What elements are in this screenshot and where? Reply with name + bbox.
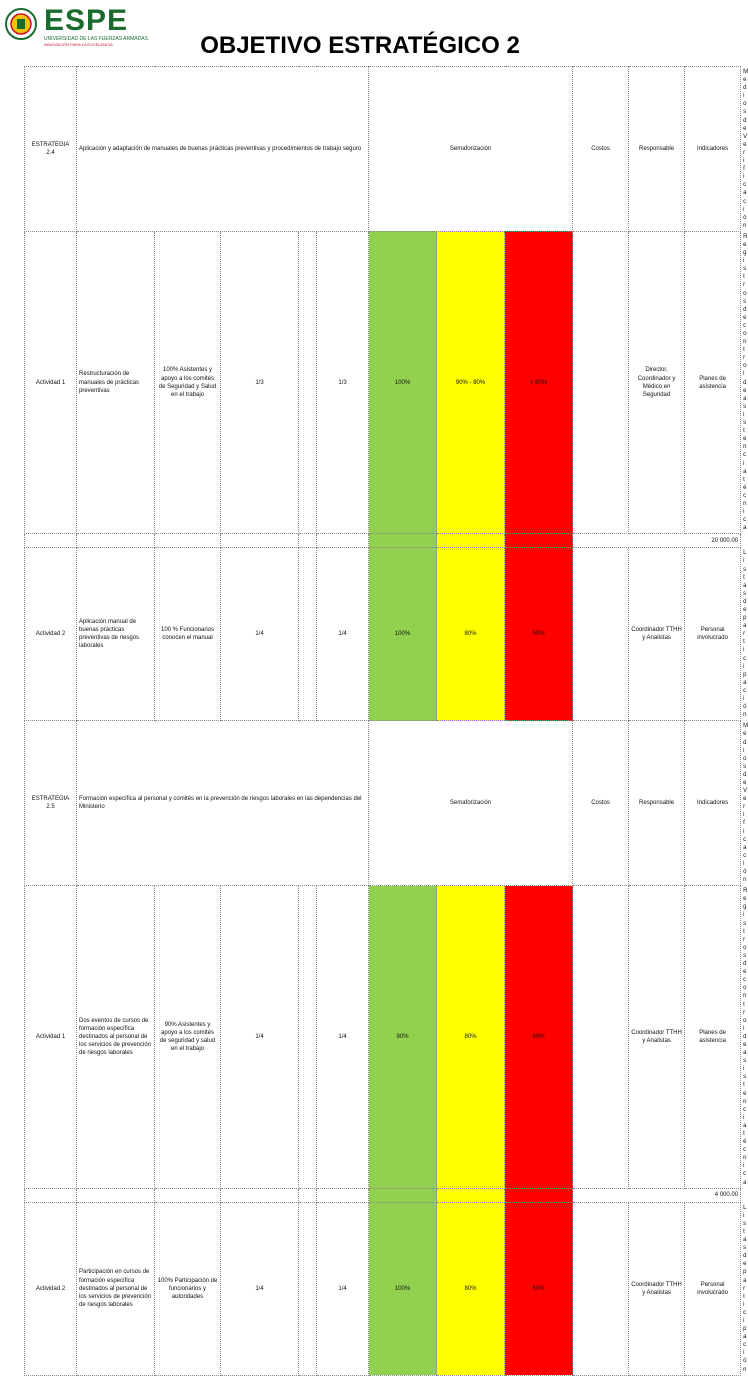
activity-meta: 100% Asistentes y apoyo a los comités de Seguridad y Salud en el trabajo: [155, 231, 221, 533]
quarter-value: 1/4: [317, 1202, 369, 1375]
semaforo-red: 50%: [505, 886, 573, 1188]
costos-header: Costos: [573, 67, 629, 232]
semaforo-green: 100%: [369, 1202, 437, 1375]
activity-description: Dos eventos de cursos de formación específica destinados al personal de los servicios de prevención de riesgos laborales: [77, 886, 155, 1188]
quarter-value: 1/4: [221, 548, 299, 721]
semaforo-green: 100%: [369, 231, 437, 533]
strategy-header-row: ESTRATEGIA 2.4 Aplicación y adaptación de manuales de buenas prácticas preventivas y procedimientos de trabajo seguro Semaforización Costos Responsable Indicadores Medios de Verificación: [25, 67, 741, 232]
indicador-cell: Personal involucrado: [685, 1202, 741, 1375]
table-row: Actividad 1 Restructuración de manuales de prácticas preventivas 100% Asistentes y apoyo a los comités de Seguridad y Salud en el trabajo 1/3 1/3 100% 90% - 80% < 80% Director, Coordinador y Médico en Seguridad Planes de asistencia Registros de control de asistencia técnica: [25, 231, 741, 533]
activity-label: Actividad 1: [25, 231, 77, 533]
strategy-label: ESTRATEGIA 2.5: [25, 721, 77, 886]
responsable-cell: Coordinador TTHH y Analistas: [629, 548, 685, 721]
cost-row: [25, 534, 741, 548]
strategy-header-row: ESTRATEGIA 2.5 Formación específica al personal y comités en la prevención de riesgos laborales en las dependencias del Ministerio Semaforización Costos Responsable Indicadores Medios de Verificación: [25, 721, 741, 886]
activity-description: Participación en cursos de formación específica destinados al personal de los servicios de prevención de riesgos laborales: [77, 1202, 155, 1375]
activity-description: Restructuración de manuales de prácticas preventivas: [77, 231, 155, 533]
indicador-cell: Planes de asistencia: [685, 231, 741, 533]
semaforo-red: 50%: [505, 548, 573, 721]
activity-meta: 100 % Funcionarios conocen el manual: [155, 548, 221, 721]
quarter-value: 1/3: [317, 231, 369, 533]
semaforizacion-header: Semaforización: [369, 721, 573, 886]
semaforo-yellow: 80%: [437, 886, 505, 1188]
semaforo-green: 100%: [369, 548, 437, 721]
activity-label: Actividad 1: [25, 886, 77, 1188]
strategy-description: Aplicación y adaptación de manuales de buenas prácticas preventivas y procedimientos de trabajo seguro: [77, 67, 369, 232]
semaforo-yellow: 80%: [437, 1202, 505, 1375]
semaforo-yellow: 80%: [437, 548, 505, 721]
semaforo-green: 90%: [369, 886, 437, 1188]
cost-row: [25, 1188, 741, 1202]
semaforo-yellow: 90% - 80%: [437, 231, 505, 533]
responsable-cell: Coordinador TTHH y Analistas: [629, 886, 685, 1188]
semaforizacion-header: Semaforización: [369, 67, 573, 232]
semaforo-red: < 80%: [505, 231, 573, 533]
quarter-value: 1/4: [317, 886, 369, 1188]
quarter-value: 1/4: [221, 1202, 299, 1375]
costos-header: Costos: [573, 721, 629, 886]
table-row: Actividad 2 Participación en cursos de formación específica destinados al personal de los servicios de prevención de riesgos laborales 100% Participación de funcionarios y autoridades 1/4 1/4 100% 80% 50% Coordinador TTHH y Analistas Personal involucrado Listas de participación: [25, 1202, 741, 1375]
strategy-description: Formación específica al personal y comités en la prevención de riesgos laborales en las dependencias del Ministerio: [77, 721, 369, 886]
responsable-header: Responsable: [629, 67, 685, 232]
responsable-cell: Coordinador TTHH y Analistas: [629, 1202, 685, 1375]
strategy-table: [24, 66, 748, 1376]
activity-label: Actividad 2: [25, 1202, 77, 1375]
activity-label: Actividad 2: [25, 548, 77, 721]
logo-text: ESPE: [44, 4, 129, 37]
semaforo-red: 50%: [505, 1202, 573, 1375]
table-row: Actividad 2 Aplicación manual de buenas prácticas preventivas de riesgos laborales 100 % Funcionarios conocen el manual 1/4 1/4 100% 80% 50% Coordinador TTHH y Analistas Personal involucrado Listas de participación: [25, 548, 741, 721]
quarter-value: 1/4: [317, 548, 369, 721]
cost-value: 20 000.00: [573, 534, 741, 548]
strategy-label: ESTRATEGIA 2.4: [25, 67, 77, 232]
indicador-cell: Personal involucrado: [685, 548, 741, 721]
activity-description: Aplicación manual de buenas prácticas preventivas de riesgos laborales: [77, 548, 155, 721]
quarter-value: 1/3: [221, 231, 299, 533]
cost-value: 4 000.00: [573, 1188, 741, 1202]
activity-meta: 90% Asistentes y apoyo a los comités de seguridad y salud en el trabajo: [155, 886, 221, 1188]
responsable-cell: Director, Coordinador y Médico en Seguridad: [629, 231, 685, 533]
indicadores-header: Indicadores: [685, 67, 741, 232]
quarter-value: 1/4: [221, 886, 299, 1188]
table-row: Actividad 1 Dos eventos de cursos de formación específica destinados al personal de los servicios de prevención de riesgos laborales 90% Asistentes y apoyo a los comités de seguridad y salud en el trabajo 1/4 1/4 90% 80% 50% Coordinador TTHH y Analistas Planes de asistencia Registros de control de asistencia técnica: [25, 886, 741, 1188]
logo-tagline: INNOVACIÓN PARA LA EXCELENCIA: [44, 42, 113, 47]
responsable-header: Responsable: [629, 721, 685, 886]
activity-meta: 100% Participación de funcionarios y autoridades: [155, 1202, 221, 1375]
indicador-cell: Planes de asistencia: [685, 886, 741, 1188]
indicadores-header: Indicadores: [685, 721, 741, 886]
logo-subtitle: UNIVERSIDAD DE LAS FUERZAS ARMADAS: [44, 36, 148, 42]
page-title: OBJETIVO ESTRATÉGICO 2: [200, 32, 520, 59]
